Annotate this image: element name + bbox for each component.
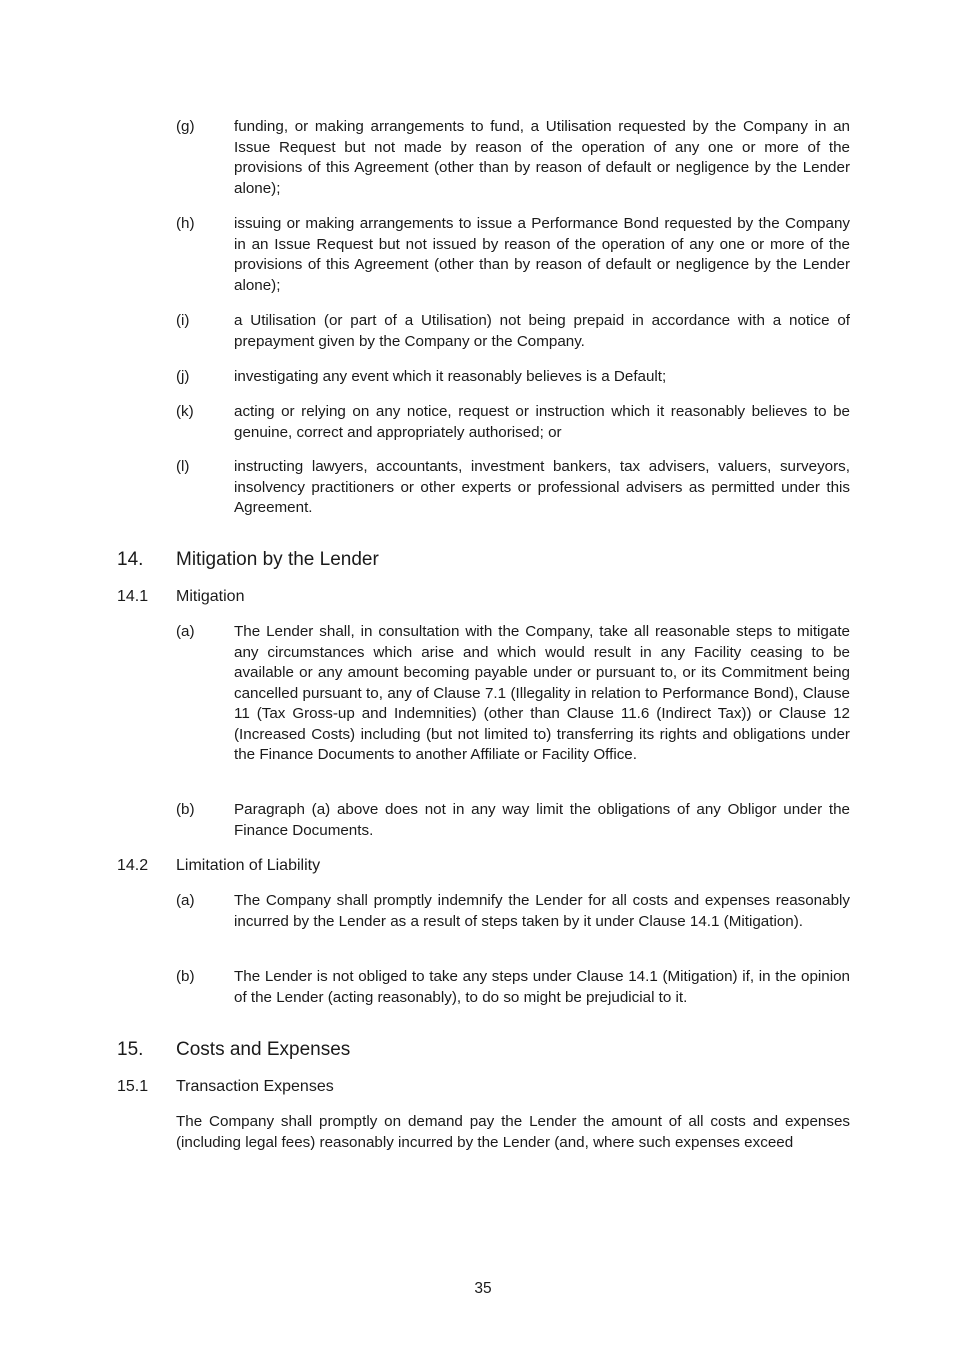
section-number: 15. [117, 1039, 144, 1060]
list-item-text: funding, or making arrangements to fund, a Utilisation requested by the Company in an Issue Request but not made by reason of the operation of any one or more of the provisions of this Agreement (other than by reason of default or negligence by the Lender alone); [234, 118, 850, 197]
list-item-g [176, 117, 850, 199]
subsection-number: 15.1 [117, 1078, 149, 1095]
page-number: 35 [474, 1280, 492, 1297]
section-title: Costs and Expenses [176, 1039, 351, 1060]
list-item-label: (j) [176, 368, 190, 385]
subsection-title: Mitigation [176, 588, 245, 605]
list-item-k [176, 402, 850, 443]
list-item-14-2-a [176, 891, 850, 932]
subsection-title: Limitation of Liability [176, 857, 321, 874]
list-item-j [176, 367, 850, 388]
list-item-label: (a) [176, 892, 195, 909]
list-item-label: (g) [176, 118, 195, 135]
section-number: 14. [117, 549, 144, 570]
list-item-text: The Lender shall, in consultation with the Company, take all reasonable steps to mitigate any circumstances which arise and which would result in any Facility ceasing to be available or any amount becoming payable under or pursuant to, or its Commitment being cancelled pursuant to, any of Clause 7.1 (Illegality in relation to Performance Bond), Clause 11 (Tax Gross-up and Indemnities) (other than Clause 11.6 (Indirect Tax)) or Clause 12 (Increased Costs) including (but not limited to) transferring its rights and obligations under the Finance Documents to another Affiliate or Facility Office. [234, 623, 850, 763]
section-title: Mitigation by the Lender [176, 549, 379, 570]
list-item-14-1-b [176, 800, 850, 841]
list-item-label: (b) [176, 968, 195, 985]
list-item-14-1-a [176, 622, 850, 766]
list-item-text: The Lender is not obliged to take any steps under Clause 14.1 (Mitigation) if, in the opinion of the Lender (acting reasonably), to do so might be prejudicial to it. [234, 968, 850, 1006]
subsection-title: Transaction Expenses [176, 1078, 334, 1095]
list-item-label: (l) [176, 458, 190, 475]
body-paragraph-15-1: The Company shall promptly on demand pay the Lender the amount of all costs and expenses (including legal fees) reasonably incurred by the Lender (and, where such expenses exceed [176, 1113, 850, 1151]
list-item-text: Paragraph (a) above does not in any way limit the obligations of any Obligor under the Finance Documents. [234, 801, 850, 839]
list-item-text: issuing or making arrangements to issue a Performance Bond requested by the Company in an Issue Request but not issued by reason of the operation of any one or more of the provisions of this Agreement (other than by reason of default or negligence by the Lender alone); [234, 215, 850, 294]
subsection-number: 14.2 [117, 857, 149, 874]
list-item-text: investigating any event which it reasonably believes is a Default; [234, 368, 667, 385]
list-item-14-2-b [176, 967, 850, 1008]
list-item-i [176, 311, 850, 352]
list-item-text: The Company shall promptly indemnify the Lender for all costs and expenses reasonably incurred by the Lender as a result of steps taken by it under Clause 14.1 (Mitigation). [234, 892, 850, 930]
list-item-label: (k) [176, 403, 194, 420]
list-item-text: acting or relying on any notice, request or instruction which it reasonably believes to be genuine, correct and appropriately authorised; or [234, 403, 850, 441]
list-item-label: (a) [176, 623, 195, 640]
list-item-h [176, 214, 850, 296]
list-item-label: (i) [176, 312, 190, 329]
subsection-number: 14.1 [117, 588, 149, 605]
list-item-label: (h) [176, 215, 195, 232]
list-item-l [176, 457, 850, 519]
list-item-text: instructing lawyers, accountants, investment bankers, tax advisers, valuers, surveyors, insolvency practitioners or other experts or professional advisers as permitted under this Agreement. [234, 458, 850, 516]
list-item-label: (b) [176, 801, 195, 818]
list-item-text: a Utilisation (or part of a Utilisation) not being prepaid in accordance with a notice of prepayment given by the Company or the Company. [234, 312, 850, 350]
